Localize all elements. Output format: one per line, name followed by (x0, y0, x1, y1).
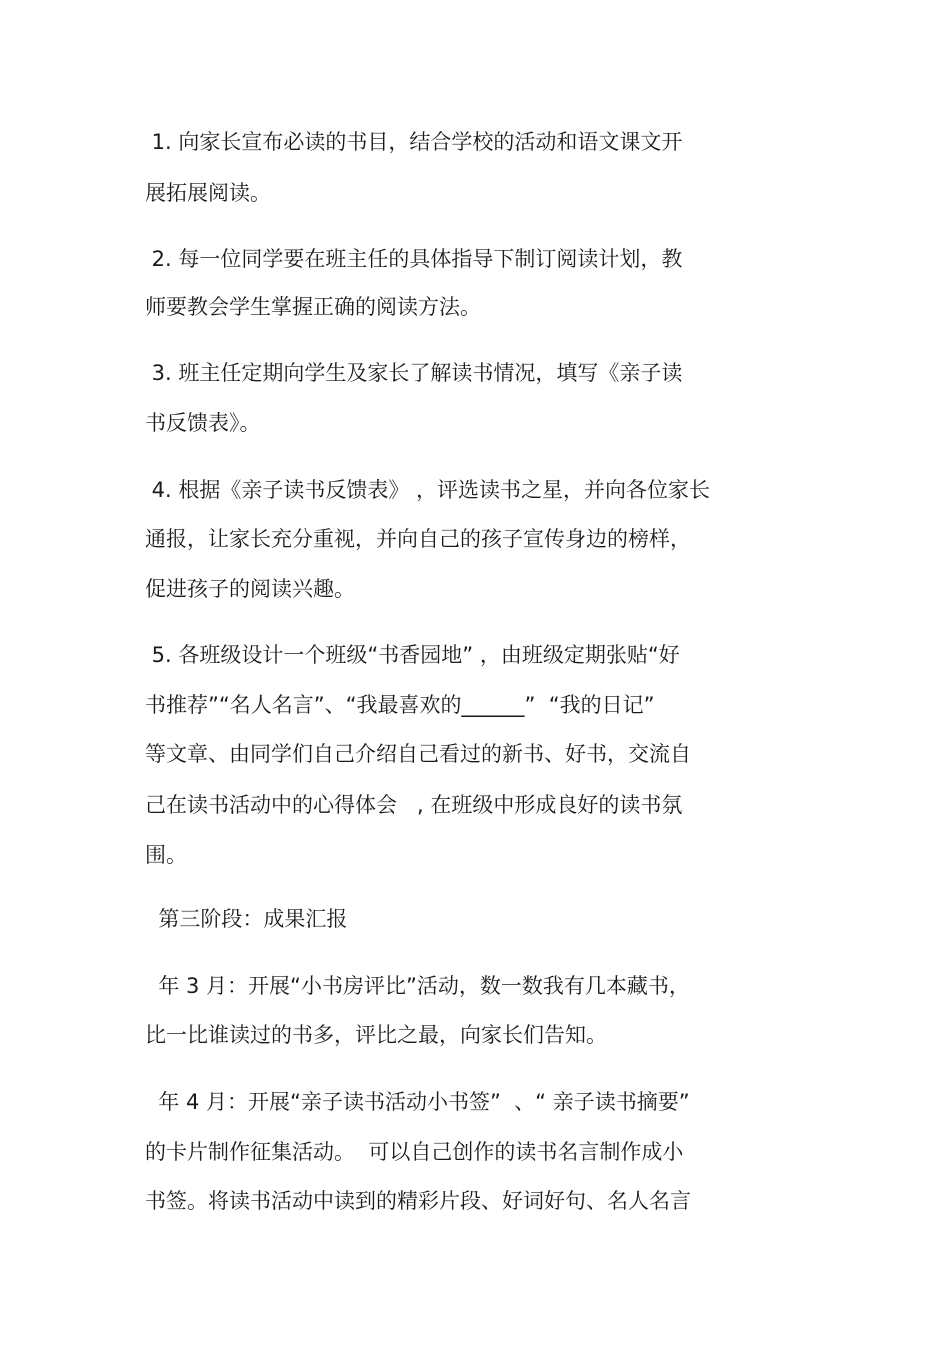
item-5-line-2: 书推荐”“名人名言”、“我最喜欢的______” “我的日记” (145, 693, 655, 717)
item-march-line-1: 年 3 月：开展“小书房评比”活动，数一数我有几本藏书， (145, 974, 690, 998)
item-march-line-2: 比一比谁读过的书多，评比之最，向家长们告知。 (145, 1023, 607, 1047)
item-2-line-2: 师要教会学生掌握正确的阅读方法。 (145, 295, 481, 319)
item-5-line-4: 己在读书活动中的心得体会 , 在班级中形成良好的读书氛 (145, 793, 683, 817)
item-5-line-3: 等文章、由同学们自己介绍自己看过的新书、好书，交流自 (145, 742, 691, 766)
item-5-line-5: 围。 (145, 843, 187, 867)
item-2-line-1: 2. 每一位同学要在班主任的具体指导下制订阅读计划，教 (145, 247, 683, 271)
item-3-line-2: 书反馈表》。 (145, 411, 261, 435)
item-4-line-3: 促进孩子的阅读兴趣。 (145, 577, 355, 601)
item-april-line-1: 年 4 月：开展“亲子读书活动小书签” 、“ 亲子读书摘要” (145, 1090, 690, 1114)
item-april-line-3: 书签。将读书活动中读到的精彩片段、好词好句、名人名言 (145, 1189, 691, 1213)
item-1-line-2: 展拓展阅读。 (145, 181, 271, 205)
item-april-line-2: 的卡片制作征集活动。 可以自己创作的读书名言制作成小 (145, 1140, 684, 1164)
section-heading: 第三阶段：成果汇报 (145, 907, 348, 931)
item-3-line-1: 3. 班主任定期向学生及家长了解读书情况，填写《亲子读 (145, 361, 683, 385)
item-1-line-1: 1. 向家长宣布必读的书目，结合学校的活动和语文课文开 (145, 130, 683, 154)
item-4-line-1: 4. 根据《亲子读书反馈表》 ，评选读书之星，并向各位家长 (145, 478, 711, 502)
item-5-line-1: 5. 各班级设计一个班级“书香园地” ，由班级定期张贴“好 (145, 643, 680, 667)
item-4-line-2: 通报，让家长充分重视，并向自己的孩子宣传身边的榜样， (145, 527, 691, 551)
